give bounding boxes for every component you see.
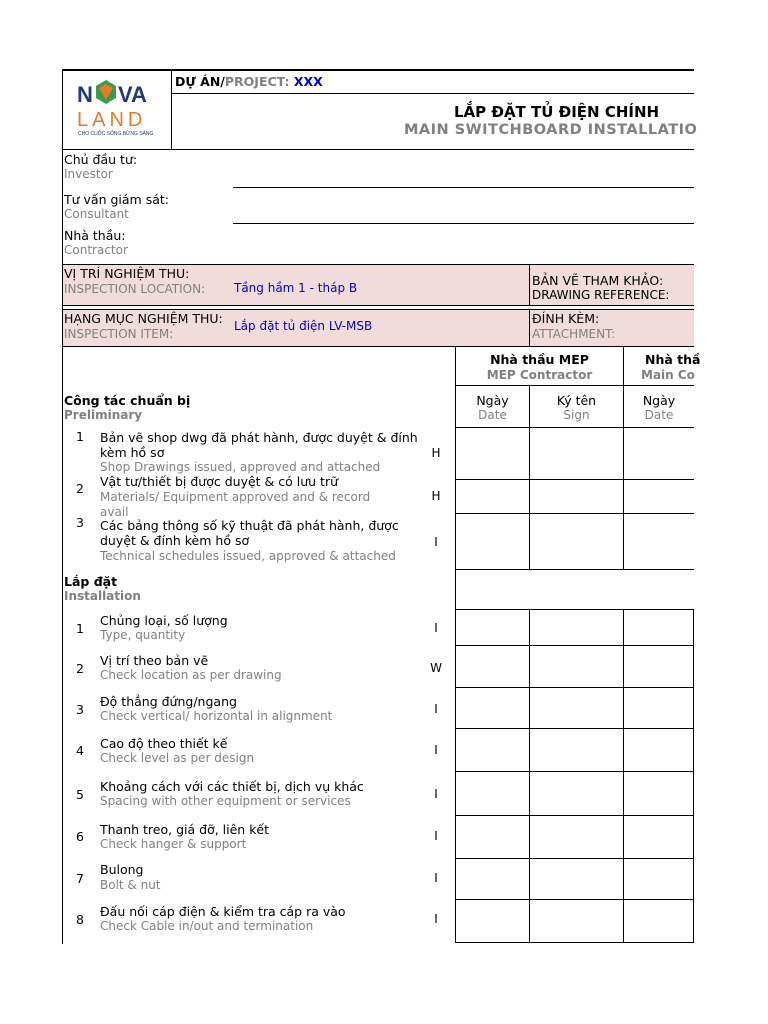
location-row-border (62, 305, 694, 306)
install-row-5-bottom (455, 815, 694, 816)
install-1-en: Type, quantity (100, 628, 186, 642)
prelim-1-en: Shop Drawings issued, approved and attached (100, 460, 381, 474)
install-row-8-bottom (455, 942, 694, 943)
install-7-vi: Bulong (100, 862, 144, 877)
location-vi: VỊ TRÍ NGHIỆM THU: (64, 266, 190, 281)
install-1-code: I (434, 621, 438, 635)
mep-sign-vi: Ký tên (556, 393, 597, 408)
investor-line (233, 187, 694, 188)
main-date-vi: Ngày (642, 393, 676, 408)
item-row-top-border (62, 309, 694, 310)
install-3-vi: Độ thẳng đứng/ngang (100, 694, 237, 709)
install-5-num: 5 (76, 787, 84, 802)
consultant-line (233, 223, 694, 224)
item-value: Lắp đặt tủ điện LV-MSB (234, 319, 373, 333)
contractor-vi: Nhà thầu: (64, 228, 126, 243)
table-col-a-bottom (455, 569, 456, 943)
install-4-en: Check level as per design (100, 751, 255, 765)
install-8-num: 8 (76, 912, 84, 927)
table-col-c-bottom (623, 609, 624, 943)
prelim-2-code: H (431, 489, 441, 503)
drawing-en: DRAWING REFERENCE: (532, 288, 670, 302)
install-2-code: W (430, 661, 442, 675)
novaland-logo (63, 72, 171, 148)
project-value: XXX (293, 74, 323, 89)
installation-title-en: Installation (64, 589, 141, 603)
prelim-3-vi: Các bảng thông số kỹ thuật đã phát hành, được duyệt & đính kèm hồ sơ (100, 518, 399, 548)
install-grid-top (455, 609, 694, 610)
installation-title-vi: Lắp đặt (64, 574, 118, 589)
item-vi: HẠNG MỤC NGHIỆM THU: (64, 311, 223, 326)
install-8-code: I (434, 912, 438, 926)
table-col-d-bottom (693, 609, 694, 943)
table-col-c-top (623, 346, 624, 570)
mep-date-vi: Ngày (476, 393, 509, 408)
drawing-vi: BẢN VẼ THAM KHẢO: (532, 273, 664, 288)
main-contractor-vi: Nhà thầ (645, 352, 701, 367)
install-4-vi: Cao độ theo thiết kế (100, 736, 228, 751)
header-bottom-border (62, 149, 694, 150)
prelim-3-code: I (434, 535, 438, 549)
install-5-vi: Khoảng cách với các thiết bị, dịch vụ khác (100, 779, 364, 794)
install-5-code: I (434, 787, 438, 801)
logo-divider (171, 69, 172, 150)
main-contractor-en: Main Co (641, 368, 695, 382)
install-3-code: I (434, 702, 438, 716)
install-4-code: I (434, 743, 438, 757)
consultant-vi: Tư vấn giám sát: (64, 192, 169, 207)
preliminary-title-en: Preliminary (64, 408, 143, 422)
install-row-1-bottom (455, 645, 694, 646)
table-col-b-bottom (529, 609, 530, 943)
install-2-num: 2 (76, 661, 84, 676)
prelim-row-3-bottom (455, 569, 694, 570)
install-row-6-bottom (455, 858, 694, 859)
location-divider (529, 264, 530, 305)
attach-en: ATTACHMENT: (532, 327, 616, 341)
mep-contractor-vi: Nhà thầu MEP (490, 352, 589, 367)
project-divider (171, 93, 694, 94)
install-5-en: Spacing with other equipment or services (100, 794, 351, 808)
install-row-3-bottom (455, 728, 694, 729)
install-row-7-bottom (455, 899, 694, 900)
install-7-code: I (434, 871, 438, 885)
mep-sign-en: Sign (563, 408, 590, 422)
prelim-2-en: Materials/ Equipment approved and & record avail (100, 490, 371, 519)
svg-text:N: N (77, 82, 93, 107)
install-8-en: Check Cable in/out and termination (100, 919, 314, 933)
item-divider (529, 309, 530, 346)
install-7-num: 7 (76, 871, 84, 886)
prelim-2-vi: Vật tư/thiết bị được duyệt & có lưu trữ (100, 474, 339, 489)
item-en: INSPECTION ITEM: (64, 327, 174, 341)
attach-vi: ĐÍNH KÈM: (532, 311, 600, 326)
install-4-num: 4 (76, 743, 84, 758)
title-vi: LẮP ĐẶT TỦ ĐIỆN CHÍNH (454, 103, 660, 121)
table-subheader-bottom (455, 427, 694, 428)
investor-en: Investor (64, 167, 113, 181)
table-header-divider (455, 385, 694, 386)
novaland-logo-mark (63, 72, 171, 148)
prelim-row-2-bottom (455, 513, 694, 514)
prelim-1-num: 1 (76, 429, 84, 444)
top-border (62, 69, 694, 71)
project-label: DỰ ÁN/PROJECT: XXX (175, 74, 323, 89)
preliminary-title-vi: Công tác chuẩn bị (64, 393, 191, 408)
install-6-vi: Thanh treo, giá đỡ, liên kết (100, 822, 270, 837)
install-row-2-bottom (455, 687, 694, 688)
install-2-vi: Vị trí theo bản vẽ (100, 653, 209, 668)
prelim-3-num: 3 (76, 515, 84, 530)
install-1-num: 1 (76, 621, 84, 636)
install-6-num: 6 (76, 829, 84, 844)
svg-text:VA: VA (118, 82, 147, 107)
install-row-4-bottom (455, 771, 694, 772)
install-7-en: Bolt & nut (100, 878, 161, 892)
prelim-2-text (100, 474, 420, 519)
contractor-en: Contractor (64, 243, 128, 257)
location-value: Tầng hầm 1 - tháp B (234, 281, 358, 295)
left-border (62, 69, 63, 944)
title-en: MAIN SWITCHBOARD INSTALLATIO (404, 122, 698, 138)
prelim-3-en: Technical schedules issued, approved & attached (100, 549, 396, 563)
location-en: INSPECTION LOCATION: (64, 282, 206, 296)
consultant-en: Consultant (64, 207, 129, 221)
prelim-row-1-bottom (455, 479, 694, 480)
install-2-en: Check location as per drawing (100, 668, 282, 682)
install-6-code: I (434, 829, 438, 843)
prelim-2-num: 2 (76, 481, 84, 496)
item-row-bottom-border (62, 346, 694, 347)
svg-text:CHO CUỘC SỐNG BỪNG SÁNG: CHO CUỘC SỐNG BỪNG SÁNG (78, 131, 154, 137)
mep-contractor-en: MEP Contractor (486, 368, 593, 382)
prelim-1-code: H (431, 446, 441, 460)
main-date-en: Date (644, 408, 674, 422)
install-6-en: Check hanger & support (100, 837, 247, 851)
install-8-vi: Đấu nối cáp điện & kiểm tra cáp ra vào (100, 904, 346, 919)
prelim-1-vi: Bản vẽ shop dwg đã phát hành, được duyệt & đính kèm hồ sơ (100, 430, 418, 460)
install-1-vi: Chủng loại, số lượng (100, 613, 228, 628)
install-3-en: Check vertical/ horizontal in alignment (100, 709, 333, 723)
svg-text:LAND: LAND (77, 109, 147, 131)
install-3-num: 3 (76, 702, 84, 717)
investor-vi: Chủ đầu tư: (64, 152, 138, 167)
mep-date-en: Date (478, 408, 507, 422)
